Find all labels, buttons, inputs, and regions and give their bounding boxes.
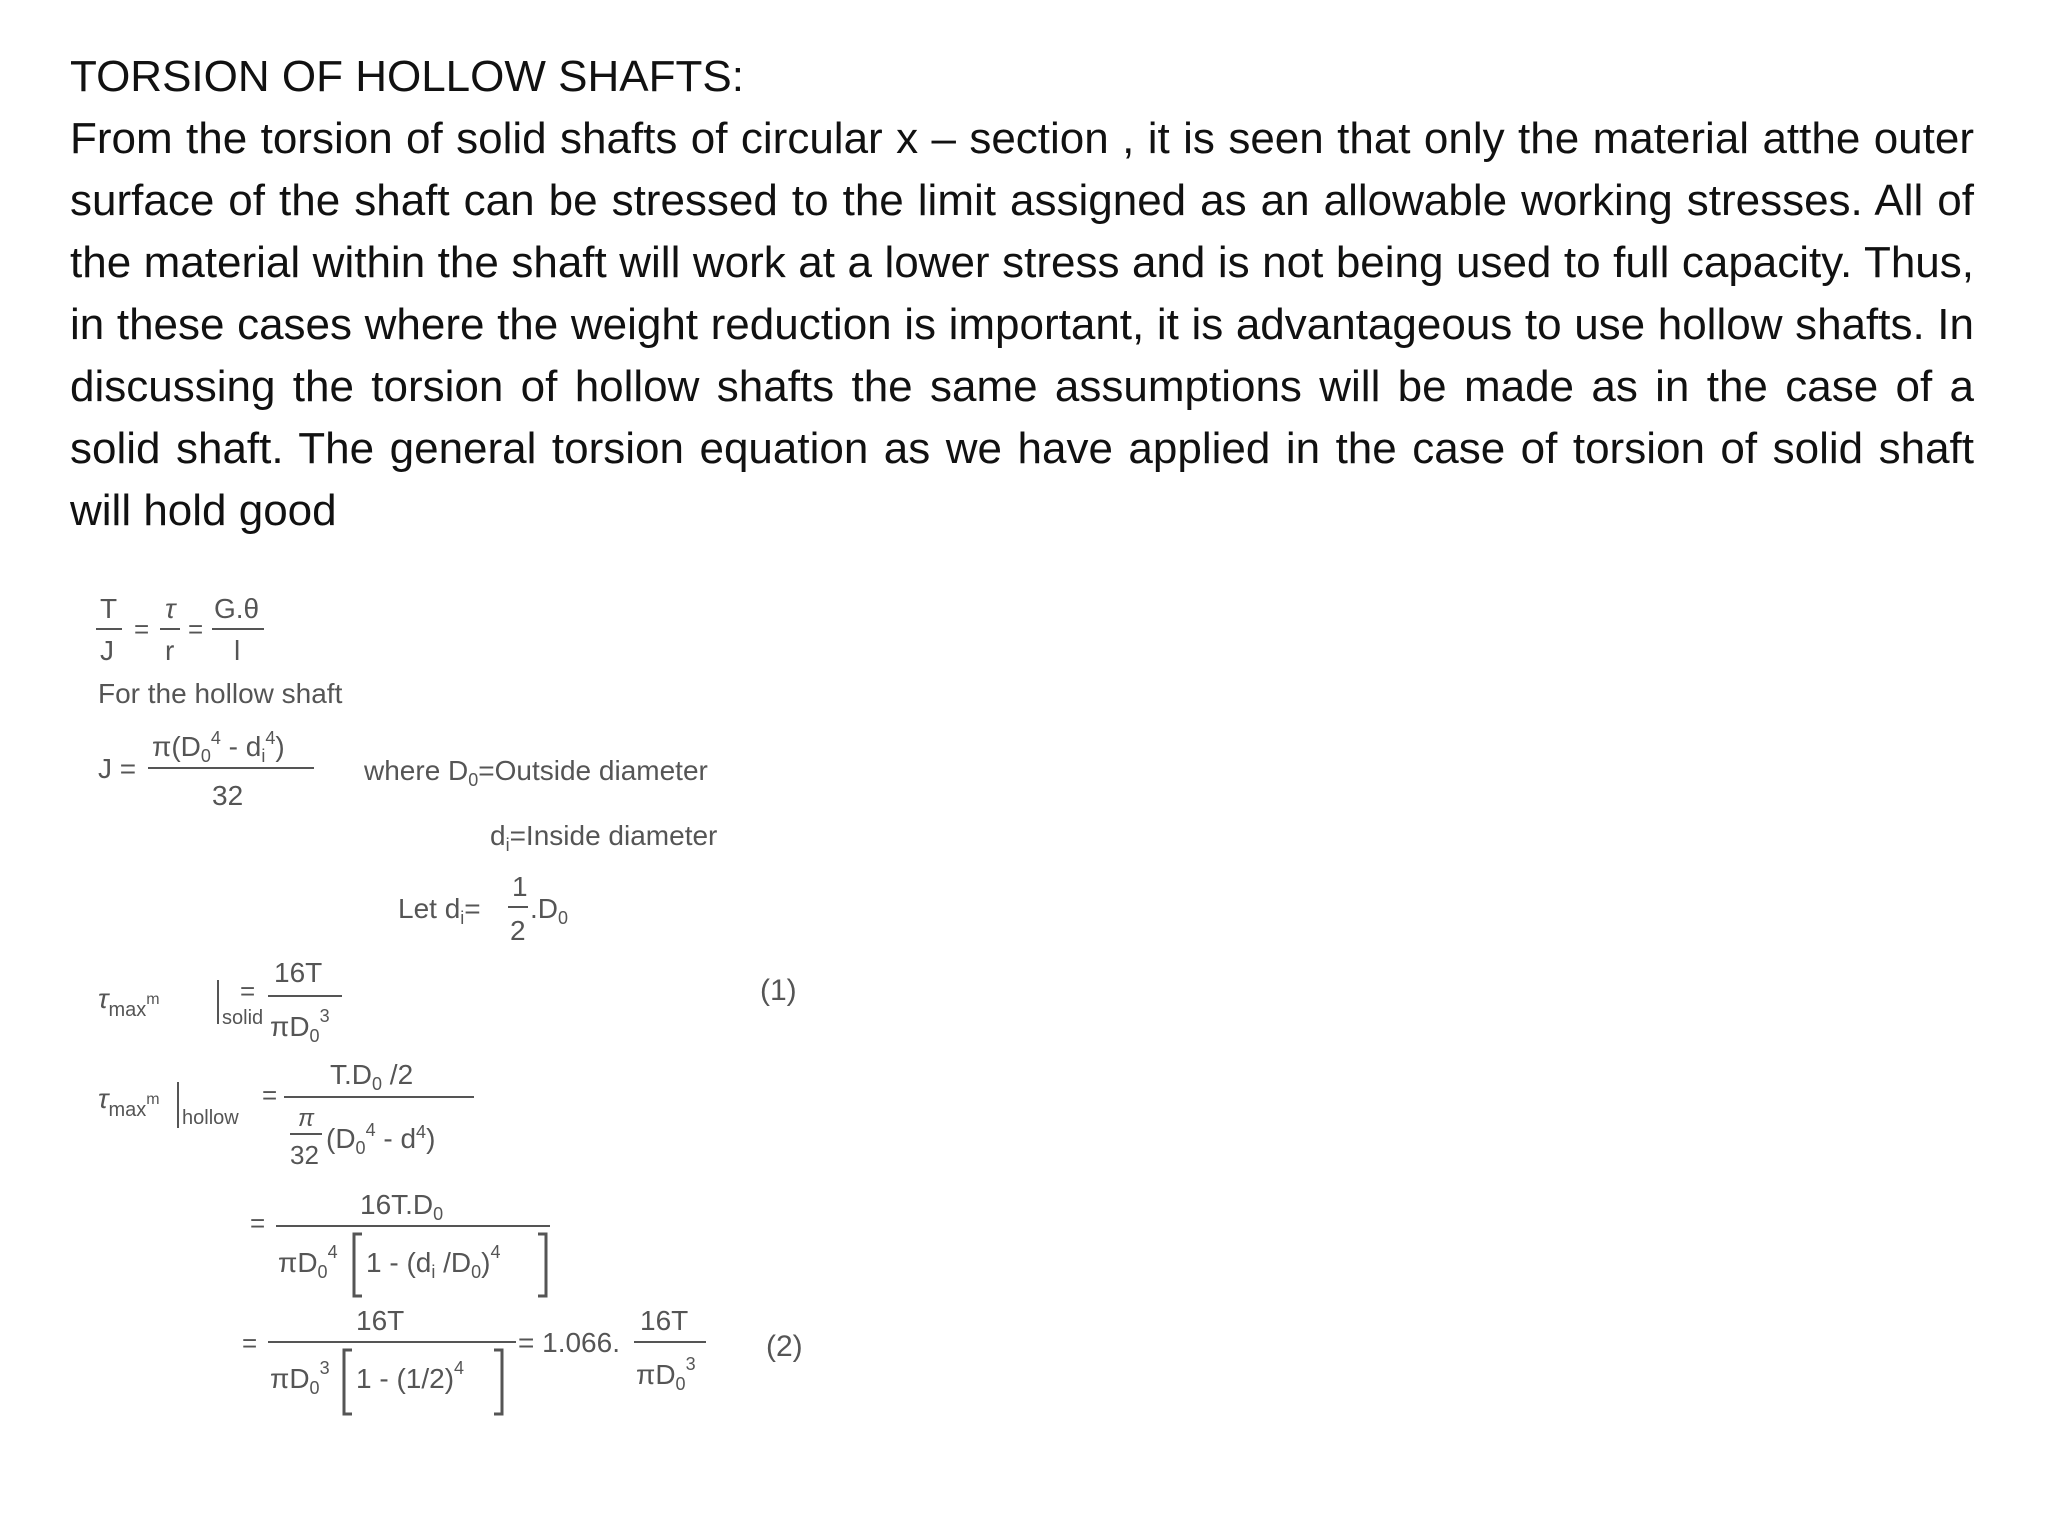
svg-text:τmaxm bbox=[98, 1083, 160, 1121]
eq-T: T bbox=[100, 593, 118, 624]
polar-lhs: J = bbox=[98, 753, 137, 784]
svg-text:16T.D0 bbox=[360, 1189, 443, 1224]
tau-solid-max: max bbox=[108, 999, 147, 1021]
let-one: 1 bbox=[512, 871, 528, 902]
hollow-d-pow: 4 bbox=[416, 1122, 427, 1142]
polar-moment-equation bbox=[98, 728, 314, 811]
tau-hollow-m: m bbox=[146, 1091, 160, 1108]
expanded-den-sub: 0 bbox=[317, 1262, 328, 1282]
final-num-2: 16T bbox=[640, 1305, 689, 1336]
where-text: =Outside diameter bbox=[478, 755, 708, 786]
eq-l: l bbox=[234, 635, 241, 666]
solid-num: 16T bbox=[274, 957, 323, 988]
eq-r: r bbox=[165, 635, 175, 666]
svg-text:τmaxm bbox=[98, 983, 160, 1021]
tau-max-hollow-equation bbox=[98, 1059, 474, 1170]
final-den-2: πD bbox=[636, 1359, 676, 1390]
tau-hollow-sym: τ bbox=[98, 1083, 109, 1114]
final-den-2-sub: 0 bbox=[675, 1374, 686, 1394]
solid-label: solid bbox=[222, 1007, 264, 1029]
hollow-pi: π bbox=[298, 1105, 315, 1132]
expanded-den: πD bbox=[278, 1247, 318, 1278]
final-equals: = bbox=[242, 1328, 258, 1358]
expanded-num-sub: 0 bbox=[433, 1204, 444, 1224]
hollow-shaft-label: For the hollow shaft bbox=[98, 678, 343, 709]
hollow-num: T.D bbox=[330, 1059, 372, 1090]
expanded-num: 16T.D bbox=[360, 1189, 434, 1220]
eq-equals-2: = bbox=[188, 614, 204, 644]
tau-hollow-max: max bbox=[108, 1099, 147, 1121]
let-sub: i bbox=[460, 908, 465, 928]
where-label: where D bbox=[364, 755, 469, 786]
polar-den: 32 bbox=[212, 780, 244, 811]
let-D-sub: 0 bbox=[558, 908, 569, 928]
svg-text:π(D04 - di4) bbox=[152, 728, 285, 766]
expanded-inner-mid: /D bbox=[435, 1247, 472, 1278]
hollow-close: ) bbox=[426, 1123, 436, 1154]
solid-den: πD bbox=[270, 1011, 310, 1042]
expanded-inner-pow: 4 bbox=[490, 1242, 501, 1262]
final-bracket-left bbox=[344, 1350, 352, 1414]
svg-text:where D0=Outside diameter bbox=[363, 755, 708, 790]
general-torsion-equation bbox=[96, 593, 264, 666]
where-sub: 0 bbox=[468, 770, 479, 790]
svg-text:di=Inside diameter bbox=[490, 820, 717, 855]
hollow-num-sub: 0 bbox=[372, 1074, 383, 1094]
tag-2: (2) bbox=[766, 1330, 803, 1363]
polar-sub0: 0 bbox=[200, 746, 211, 766]
let-D: .D bbox=[530, 893, 558, 924]
final-equation bbox=[242, 1305, 803, 1414]
svg-text:.D0 bbox=[530, 893, 568, 928]
expanded-inner-sub0: 0 bbox=[471, 1262, 482, 1282]
hollow-paren-pow: 4 bbox=[365, 1120, 376, 1140]
svg-text:πD04 bbox=[278, 1242, 338, 1282]
polar-sub-i: i bbox=[261, 746, 266, 766]
solid-equals: = bbox=[240, 976, 256, 1006]
solid-den-pow: 3 bbox=[319, 1006, 330, 1026]
polar-pi-open: π(D bbox=[152, 731, 201, 762]
let-equation bbox=[398, 871, 568, 946]
eq-equals-1: = bbox=[134, 614, 150, 644]
svg-text:1 - (di /D0)4 bbox=[366, 1242, 501, 1282]
let-label: Let d bbox=[398, 893, 461, 924]
final-den-sub: 0 bbox=[309, 1378, 320, 1398]
final-den-2-pow: 3 bbox=[685, 1354, 696, 1374]
let-two: 2 bbox=[510, 915, 526, 946]
tau-solid-sym: τ bbox=[98, 983, 109, 1014]
expanded-bracket-left bbox=[354, 1234, 362, 1296]
polar-minus-d: - d bbox=[220, 731, 262, 762]
final-den-pow: 3 bbox=[319, 1358, 330, 1378]
let-eq: = bbox=[464, 893, 481, 924]
final-inner-pow: 4 bbox=[454, 1358, 465, 1378]
final-bracket-right bbox=[494, 1350, 502, 1414]
hollow-num-tail: /2 bbox=[382, 1059, 414, 1090]
svg-text:Let di= bbox=[398, 893, 481, 928]
expanded-den-pow: 4 bbox=[327, 1242, 338, 1262]
final-coef: = 1.066. bbox=[518, 1327, 620, 1358]
expanded-inner-close: ) bbox=[481, 1247, 491, 1278]
eq-G-theta: G.θ bbox=[214, 593, 260, 624]
eq-tau: τ bbox=[165, 593, 176, 624]
eq-J: J bbox=[100, 635, 114, 666]
slide-title: TORSION OF HOLLOW SHAFTS: bbox=[70, 52, 744, 101]
polar-close: ) bbox=[275, 731, 285, 762]
solid-den-sub: 0 bbox=[309, 1026, 320, 1046]
hollow-label: hollow bbox=[182, 1107, 239, 1129]
body-paragraph: From the torsion of solid shafts of circular x – section , it is seen that only the material atthe outer surface of the shaft can be stressed to the limit assigned as an allowable working stresses. All of the material within the shaft will work at a lower stress and is not being used to full capacity. Thus, in these cases where the weight reduction is important, it is advantageous to use hollow shafts. In discussing the torsion of hollow shafts the same assumptions will be made as in the case of a solid shaft. The general torsion equation as we have applied in the case of torsion of solid shaft will hold good bbox=[70, 114, 1974, 535]
svg-text:1 - (1/2)4 bbox=[356, 1358, 464, 1394]
svg-text:πD03 bbox=[270, 1358, 330, 1398]
inside-d: d bbox=[490, 820, 506, 851]
svg-text:πD03 bbox=[270, 1006, 330, 1046]
svg-text:πD03 bbox=[636, 1354, 696, 1394]
polar-pow4-b: 4 bbox=[265, 728, 276, 748]
expanded-inner: 1 - (d bbox=[366, 1247, 432, 1278]
final-num: 16T bbox=[356, 1305, 405, 1336]
expanded-inner-sub: i bbox=[431, 1262, 436, 1282]
final-inner: 1 - (1/2) bbox=[356, 1363, 455, 1394]
final-den: πD bbox=[270, 1363, 310, 1394]
hollow-paren-sub: 0 bbox=[355, 1138, 366, 1158]
svg-text:T.D0 /2 bbox=[330, 1059, 413, 1094]
tag-1: (1) bbox=[760, 974, 797, 1007]
expanded-equals: = bbox=[250, 1208, 266, 1238]
hollow-paren-D: (D bbox=[326, 1123, 356, 1154]
expanded-bracket-right bbox=[538, 1234, 546, 1296]
inside-sub: i bbox=[505, 835, 510, 855]
svg-text:(D04 - d4) bbox=[326, 1120, 435, 1158]
hollow-32: 32 bbox=[290, 1140, 319, 1170]
polar-pow4: 4 bbox=[210, 728, 221, 748]
hollow-equals: = bbox=[262, 1080, 278, 1110]
expanded-equation bbox=[250, 1189, 550, 1296]
tau-solid-m: m bbox=[146, 991, 160, 1008]
hollow-minus-d: - d bbox=[375, 1123, 417, 1154]
inside-text: =Inside diameter bbox=[509, 820, 718, 851]
tau-max-solid-equation bbox=[98, 957, 797, 1046]
